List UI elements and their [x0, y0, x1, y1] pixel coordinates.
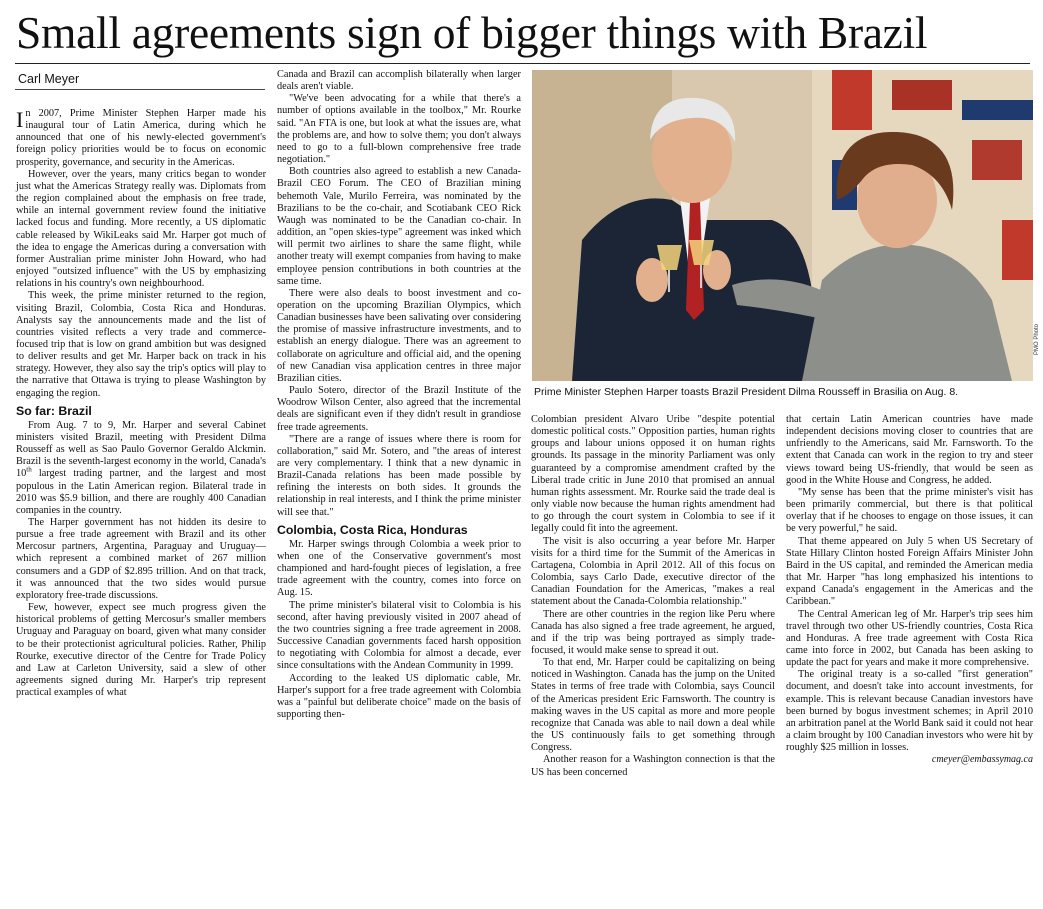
article-column-2 [277, 69, 521, 721]
paragraph: That theme appeared on July 5 when US Secretary of State Hillary Clinton hosted Foreign Affairs Minister John Baird in the US capital, and reminded the American media that Mr. Harper "has long emphasized his intentions to expand Canada's engagement in the Americas and the Caribbean." [786, 535, 1033, 608]
intro-paragraph: In 2007, Prime Minister Stephen Harper made his inaugural tour of Latin America, during which he announced that one of his newly-elected government's foreign policy priorities would be to focus on economic prosperity, governance, and security in the Americas. [16, 107, 266, 168]
photo-illustration [532, 70, 1033, 381]
subheading-brazil: So far: Brazil [16, 403, 92, 418]
byline-rule [15, 89, 265, 90]
photo-credit: PMO Photo [1034, 323, 1040, 355]
paragraph: There were also deals to boost investment and co-operation on the upcoming Brazilian Olympics, which Canadian businesses have been salivating over considering the promise of massive infrastructure investments, and to establish an energy dialogue. There was an agreement to collaborate on agriculture and official aid, and the opening of new Canadian visa application centres in three major Brazilian cities. [277, 287, 521, 384]
paragraph-continued: Canada and Brazil can accomplish bilaterally when larger deals aren't viable. [277, 69, 521, 93]
paragraph: According to the leaked US diplomatic cable, Mr. Harper's support for a free trade agreement with Colombia was a "painful but deliberate choice" made on the basis of supporting then- [277, 672, 521, 720]
article-column-3 [531, 414, 775, 779]
paragraph: The prime minister's bilateral visit to Colombia is his second, after having previously visited in 2007 ahead of the two countries signing a free trade agreement in 2008. Successive Canadian governments faced harsh opposition to negotiating with Colombia for almost a decade, ever since consultations with the Andean Community in 1999. [277, 599, 521, 672]
subheading-colombia: Colombia, Costa Rica, Honduras [277, 522, 468, 537]
paragraph: "My sense has been that the prime minister's visit has been primarily commercial, but there is that political overlay that if he chooses to engage on those issues, it can be very powerful," he said. [786, 486, 1033, 535]
paragraph-continued: Colombian president Alvaro Uribe "despite potential domestic political costs." Opposition parties, human rights groups and labour unions opposed it on human rights grounds. Its passage in the minority Parliament was only guaranteed by a compromise amendment crafted by the Liberal trade critic in June 2010 that promised an annual human rights assessment. Mr. Rourke said the trade deal is only viable now because the human rights amendment had to go through the court system in Colombia to see if it legally could fit into the agreement. [531, 414, 775, 535]
paragraph: However, over the years, many critics began to wonder just what the Americas Strategy really was. Diplomats from the region complained about the emphasis on free trade, while an internal government review found the initiative lacked focus and funding. More recently, a US diplomatic cable released by WikiLeaks said Mr. Harper got much of the idea to engage the Americas during a conversation with former Australian prime minister John Howard, who had enjoyed "outsized influence" with the US by emphasizing relations in his country's own neighbourhood. [16, 168, 266, 290]
article-column-4 [786, 414, 1033, 767]
article-photo [532, 70, 1033, 381]
paragraph: Mr. Harper swings through Colombia a week prior to when one of the Conservative government's most championed and hard-fought pieces of legislation, a free trade agreement with the country, comes into force on Aug. 15. [277, 538, 521, 599]
paragraph: Another reason for a Washington connection is that the US has been concerned [531, 754, 775, 778]
paragraph: Both countries also agreed to establish a new Canada-Brazil CEO Forum. The CEO of Brazilian mining behemoth Vale, Murilo Ferreira, was nominated by the Brazilians to be the co-chair, and Scotiabank CEO Rick Waugh was nominated to be the Canadian co-chair. In addition, an "open skies-type" agreement was inked which will permit two airlines to share the same flight, while another treaty will exempt companies from having to make employee pension contributions in both countries at the same time. [277, 166, 521, 287]
headline: Small agreements sign of bigger things with Brazil [16, 7, 928, 58]
paragraph: Paulo Sotero, director of the Brazil Institute of the Woodrow Wilson Center, also agreed that the incremental deals are significant even if they didn't result in grandiose free trade agreements. [277, 385, 521, 433]
byline: Carl Meyer [18, 72, 80, 86]
paragraph: "There are a range of issues where there is room for collaboration," said Mr. Sotero, and "the areas of interest are very complementary. I think that a new dynamic in Brazil-Canada relations has been made possible by refining the interests on both sides. It grounds the relationship in real interests, and I think the prime minister will see that." [277, 433, 521, 518]
paragraph: There are other countries in the region like Peru where Canada has also signed a free trade agreement, he argued, and if the trip was being portrayed as simply trade-focused, it would make sense to spread it out. [531, 608, 775, 656]
paragraph: The visit is also occurring a year before Mr. Harper visits for a third time for the Summit of the Americas in Cartagena, Colombia in April 2012. All of this focus on Colombia, says Carlo Dade, executive director of the Canadian Foundation for the Americas, "makes a real statement about the Canada-Colombia relationship." [531, 535, 775, 608]
author-email: cmeyer@embassymag.ca [931, 754, 1033, 766]
paragraph: The Central American leg of Mr. Harper's trip sees him travel through two other US-friendly countries, Costa Rica and Honduras. A free trade agreement with Costa Rica came into force in 2002, but Canada has been asking to update the pact for years and make it more comprehensive. [786, 608, 1033, 669]
paragraph: Few, however, expect see much progress given the historical problems of getting Mercosur's smaller members Uruguay and Paraguay on board, given what many consider to be their protectionist agricultural policies. Rather, Philip Rourke, executive director of the Centre for Trade Policy and Law at Carleton University, said a slew of other agreements signed during Mr. Harper's trip represent practical examples of what [16, 602, 266, 699]
drop-cap: I [16, 107, 24, 132]
paragraph: "We've been advocating for a while that there's a number of options available in the toolbox," Mr. Rourke said. "An FTA is one, but look at what the issues are, what the problems are, and how to solve them; you don't always need to go to a full-blown comprehensive free trade negotiation." [277, 93, 521, 166]
paragraph: From Aug. 7 to 9, Mr. Harper and several Cabinet ministers visited Brazil, meeting with President Dilma Rousseff as well as Sao Paulo Governor Geraldo Alckmin. Brazil is the seventh-largest economy in the world, Canada's 10th largest trading partner, and the largest and most populous in the Latin American region. Bilateral trade in 2010 was $5.9 billion, and there are roughly 400 Canadian companies in the country. [16, 419, 266, 516]
paragraph: The original treaty is a so-called "first generation" document, and doesn't take into account investments, for example. This is relevant because Canadian investors have been burned by bogus investment schemes; in April 2010 an arbitration panel at the World Bank said it could not hear a claim brought by 100 Canadian investors who were hit by roughly $25 million in losses. [786, 669, 1033, 754]
paragraph: The Harper government has not hidden its desire to pursue a free trade agreement with Brazil and its other Mercosur partners, Argentina, Paraguay and Uruguay—which represent a combined market of 267 million consumers and a GDP of $2.895 trillion. And on that track, it was announced that the two sides would pursue exploratory free-trade discussions. [16, 517, 266, 601]
paragraph: To that end, Mr. Harper could be capitalizing on being noticed in Washington. Canada has the jump on the United States in terms of free trade with Colombia, says Council of the Americas president Eric Farnsworth. The country is making waves in the US capital as more and more people recognize that Canada was able to nail down a deal while the US continuously fails to get something through Congress. [531, 657, 775, 754]
paragraph: This week, the prime minister returned to the region, visiting Brazil, Colombia, Costa Rica and Honduras. Analysts say the announcements made and the list of countries visited reflects a very trade and commerce-focused trip that is low on grand ambition but was designed to deliver results and get Mr. Harper back on track in his strategy. However, they also say the trip's optics will play to the narrative that Ottawa is trying to please Washington by engaging the region. [16, 290, 266, 399]
headline-rule [15, 63, 1030, 64]
article-column-1 [16, 108, 266, 699]
photo-caption: Prime Minister Stephen Harper toasts Brazil President Dilma Rousseff in Brasilia on Aug. 8. [534, 386, 959, 398]
paragraph-continued: that certain Latin American countries have made independent decisions moving closer to countries that are unfriendly to the Americans, said Mr. Farnsworth. To the extent that Canada can work in the region to try and steer views toward being US-friendly, that would be seen as good in the White House and Congress, he added. [786, 414, 1033, 486]
